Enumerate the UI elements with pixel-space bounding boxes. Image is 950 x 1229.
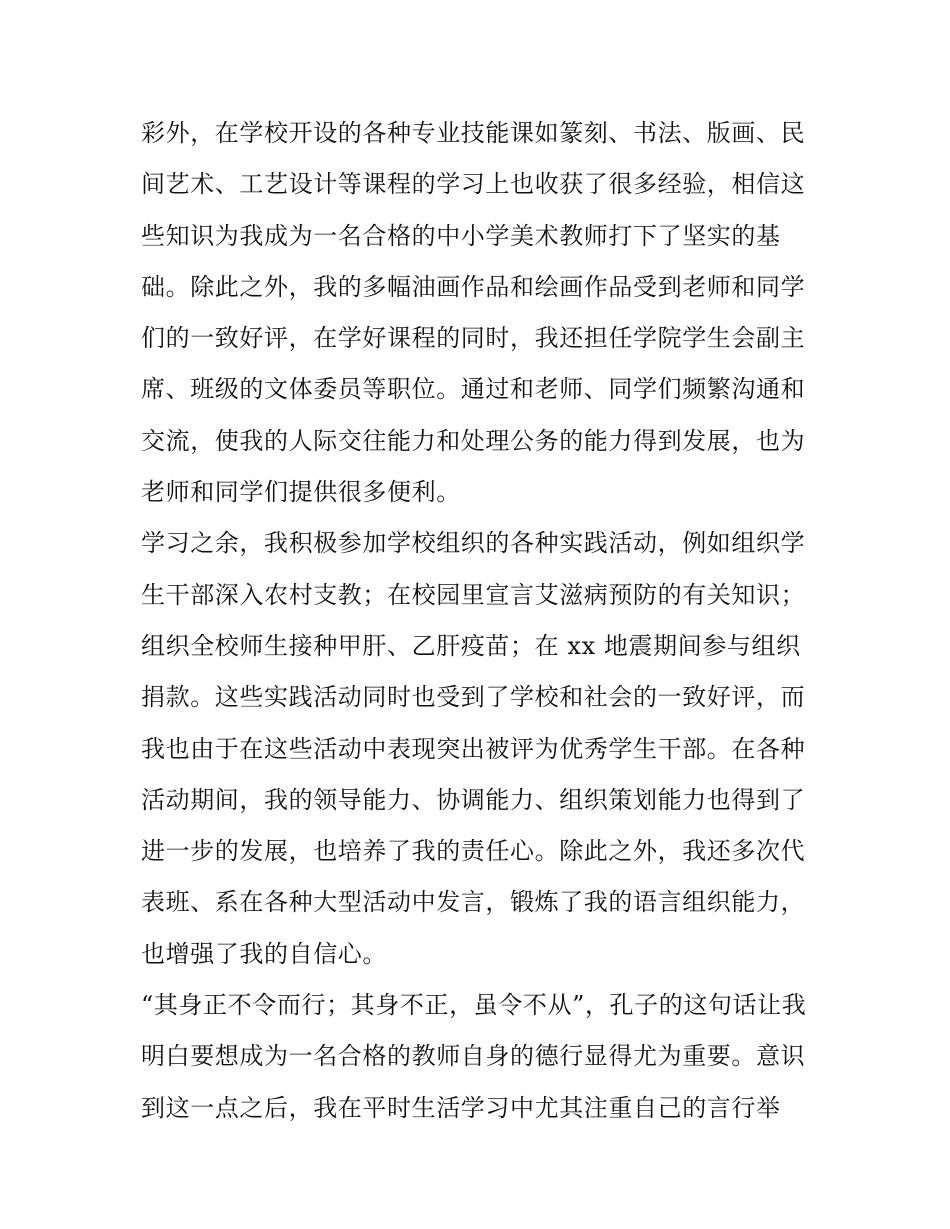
text-line: 捐款。这些实践活动同时也受到了学校和社会的一致好评，而	[141, 683, 806, 712]
text-line: 些知识为我成为一名合格的中小学美术教师打下了坚实的基	[141, 221, 781, 250]
text-line: “其身正不令而行；其身不正，虽令不从”，孔子的这句话让我	[141, 991, 807, 1020]
text-line: 老师和同学们提供很多便利。	[141, 478, 461, 507]
text-line: 交流，使我的人际交往能力和处理公务的能力得到发展，也为	[141, 426, 806, 455]
text-line: 们的一致好评，在学好课程的同时，我还担任学院学生会副主	[141, 324, 806, 353]
text-line: 础。除此之外，我的多幅油画作品和绘画作品受到老师和同学	[141, 272, 806, 301]
text-line: 学习之余，我积极参加学校组织的各种实践活动，例如组织学	[141, 529, 806, 558]
text-line: 彩外，在学校开设的各种专业技能课如篆刻、书法、版画、民	[141, 119, 806, 147]
text-line: 活动期间，我的领导能力、协调能力、组织策划能力也得到了	[141, 785, 806, 814]
text-line: 明白要想成为一名合格的教师自身的德行显得尤为重要。意识	[141, 1042, 806, 1071]
text-line: 我也由于在这些活动中表现突出被评为优秀学生干部。在各种	[141, 734, 806, 763]
text-line: 间艺术、工艺设计等课程的学习上也收获了很多经验，相信这	[141, 170, 806, 199]
text-line: 席、班级的文体委员等职位。通过和老师、同学们频繁沟通和	[141, 375, 806, 404]
text-line: 到这一点之后，我在平时生活学习中尤其注重自己的言行举	[141, 1093, 781, 1122]
text-line: 进一步的发展，也培养了我的责任心。除此之外，我还多次代	[141, 837, 806, 866]
text-line: 生干部深入农村支教；在校园里宣言艾滋病预防的有关知识；	[141, 580, 806, 609]
body-text	[141, 108, 821, 1134]
text-line: 也增强了我的自信心。	[141, 939, 387, 968]
text-line: 表班、系在各种大型活动中发言，锻炼了我的语言组织能力，	[141, 888, 806, 917]
text-line: 组织全校师生接种甲肝、乙肝疫苗；在 xx 地震期间参与组织	[141, 631, 801, 660]
